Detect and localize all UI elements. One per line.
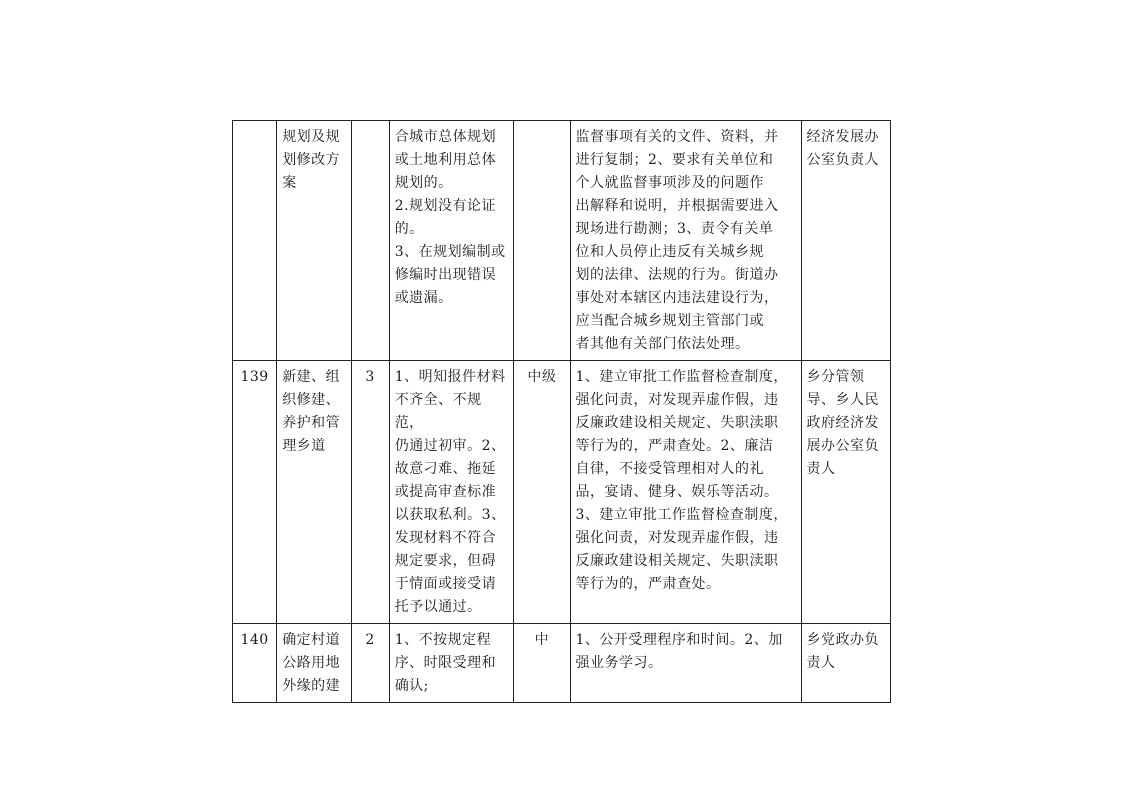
item-name-cell: 规划及规 划修改方 案 <box>277 121 351 361</box>
responsible-person-cell: 乡党政办负 责人 <box>801 624 890 703</box>
table-row <box>233 361 891 624</box>
risk-level-cell <box>514 121 570 361</box>
prevention-measures-cell: 1、建立审批工作监督检查制度， 强化问责，对发现弄虚作假，违 反廉政建设相关规定、失职渎职 等行为的，严肃查处。2、廉洁 自律，不接受管理相对人的礼 品，宴请、健身、娱乐等活动。 3、建立审批工作监督检查制度， 强化问责，对发现弄虚作假，违 反廉政建设相关规定、失职渎职 等行为的，严肃查处。 <box>570 361 801 624</box>
item-name-cell: 新建、组 织修建、 养护和管 理乡道 <box>277 361 351 624</box>
row-number-cell: 140 <box>233 624 277 703</box>
item-name-cell: 确定村道 公路用地 外缘的建 <box>277 624 351 703</box>
responsible-person-cell: 经济发展办 公室负责人 <box>801 121 890 361</box>
risk-description-cell: 1、明知报件材料 不齐全、不规范， 仍通过初审。2、 故意刁难、拖延 或提高审查标准 以获取私利。3、 发现材料不符合 规定要求，但碍 于情面或接受请 托予以通过。 <box>389 361 514 624</box>
risk-table <box>232 120 891 703</box>
risk-count-cell: 2 <box>351 624 389 703</box>
row-number-cell: 139 <box>233 361 277 624</box>
row-number-cell <box>233 121 277 361</box>
table-row <box>233 624 891 703</box>
prevention-measures-cell: 监督事项有关的文件、资料，并 进行复制；2、要求有关单位和 个人就监督事项涉及的问题作 出解释和说明，并根据需要进入 现场进行勘测；3、责令有关单 位和人员停止违反有关城乡规 划的法律、法规的行为。街道办 事处对本辖区内违法建设行为， 应当配合城乡规划主管部门或 者其他有关部门依法处理。 <box>570 121 801 361</box>
responsible-person-cell: 乡分管领 导、乡人民 政府经济发 展办公室负 责人 <box>801 361 890 624</box>
risk-level-cell: 中 <box>514 624 570 703</box>
risk-count-cell: 3 <box>351 361 389 624</box>
risk-description-cell: 1、不按规定程 序、时限受理和 确认; <box>389 624 514 703</box>
risk-description-cell: 合城市总体规划 或土地利用总体 规划的。 2.规划没有论证 的。 3、在规划编制或 修编时出现错误 或遗漏。 <box>389 121 514 361</box>
risk-level-cell: 中级 <box>514 361 570 624</box>
table-row <box>233 121 891 361</box>
risk-count-cell <box>351 121 389 361</box>
prevention-measures-cell: 1、公开受理程序和时间。2、加 强业务学习。 <box>570 624 801 703</box>
